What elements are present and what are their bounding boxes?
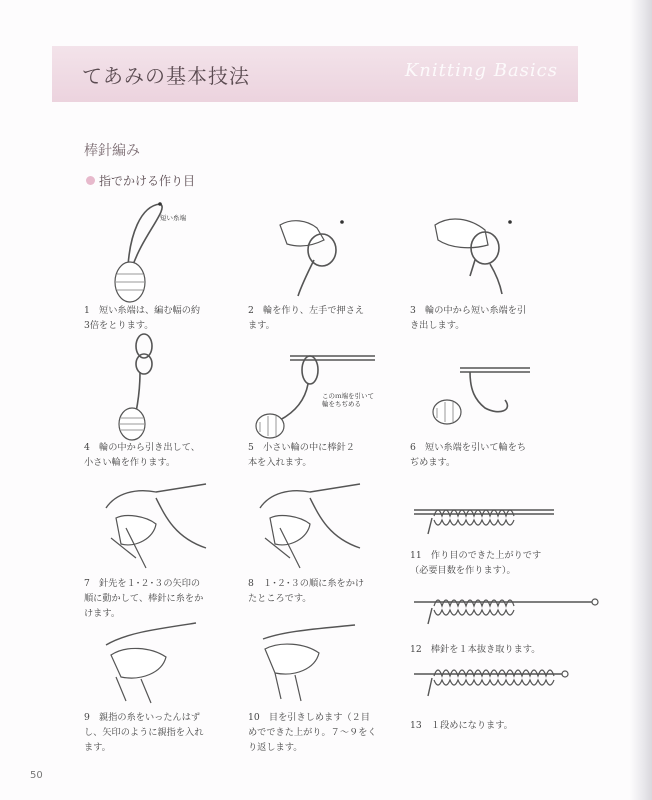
hand-thumb-icon	[96, 615, 206, 705]
step-number: 13	[410, 720, 422, 731]
step-number: 6	[410, 442, 416, 453]
step-number: 1	[84, 305, 90, 316]
step-text: １段めになります。	[430, 720, 513, 731]
step-text: 作り目のできた上がりです	[430, 550, 542, 561]
step-number: 12	[410, 644, 422, 655]
step-text: 針先を１･２･３の矢印の	[99, 578, 201, 589]
step-text: （必要目数を作ります）。	[410, 565, 516, 576]
step-text: 短い糸端を引いて輪をち	[425, 442, 527, 453]
step-number: 11	[410, 550, 422, 561]
note-line: 輪をちぢめる	[322, 400, 361, 408]
step-caption-10	[248, 710, 377, 755]
step-caption-1	[84, 303, 200, 333]
page-subtitle: Knitting Basics	[404, 60, 558, 81]
step-text: 短い糸端は、編む幅の約	[99, 305, 201, 316]
step-illustration-1	[100, 196, 220, 306]
step-text: 本を入れます。	[248, 457, 312, 468]
single-needle-row-icon	[414, 592, 604, 632]
hand-needles-icon	[96, 478, 216, 573]
hand-needles-icon	[250, 478, 370, 573]
step-number: 7	[84, 578, 90, 589]
step-number: 4	[84, 442, 90, 453]
note-line: このｍ端を引いて	[322, 392, 374, 400]
step-number: 3	[410, 305, 416, 316]
shrink-note	[322, 392, 374, 408]
step-text: 輪の中から引き出して、	[99, 442, 200, 453]
step-text: たところです。	[248, 593, 312, 604]
step-text: １･２･３の順に糸をかけ	[263, 578, 365, 589]
step-text: き出します。	[410, 320, 465, 331]
step-caption-12	[410, 642, 540, 657]
bullet-icon	[86, 176, 95, 185]
step-illustration-2	[272, 210, 352, 300]
hand-tighten-icon	[255, 615, 365, 705]
step-illustration-6	[425, 360, 535, 435]
step-text: り返します。	[248, 742, 303, 753]
book-spine-shadow	[630, 0, 652, 800]
cast-on-row-icon	[414, 500, 564, 540]
step-illustration-11	[414, 500, 564, 540]
step-text: 輪を作り、左手で押さえ	[263, 305, 365, 316]
step-number: 5	[248, 442, 254, 453]
step-number: 8	[248, 578, 254, 589]
step-illustration-10	[255, 615, 365, 705]
hand-loop-icon	[272, 210, 352, 300]
step-caption-3	[410, 303, 526, 333]
step-text: 順に動かして、棒針に糸をか	[84, 593, 204, 604]
subsection-title	[86, 172, 195, 189]
yarn-ball-icon	[100, 196, 220, 306]
subsection-label: 指でかける作り目	[99, 174, 196, 188]
step-text: ぢめます。	[410, 457, 456, 468]
step-caption-9	[84, 710, 203, 755]
step-text: 輪の中から短い糸端を引	[425, 305, 527, 316]
step-text: 目を引きしめます（２目	[268, 712, 370, 723]
header-banner	[52, 46, 578, 102]
step-text: 棒針を１本抜き取ります。	[430, 644, 541, 655]
hand-pull-icon	[430, 210, 520, 300]
step-illustration-7	[96, 478, 216, 573]
step-text: けます。	[84, 608, 121, 619]
step-number: 2	[248, 305, 254, 316]
step-text: 小さい輪の中に棒針２	[263, 442, 355, 453]
step-text: めでできた上がり。７～９をく	[248, 727, 377, 738]
step-text: 3倍をとります。	[84, 320, 154, 331]
step-number: 10	[248, 712, 260, 723]
step-illustration-13	[414, 662, 574, 702]
page-number: 50	[30, 770, 43, 781]
short-end-label: 短い糸端	[160, 214, 186, 222]
step-illustration-9	[96, 615, 206, 705]
step-text: し、矢印のように親指を入れ	[84, 727, 204, 738]
step-text: ます。	[248, 320, 275, 331]
step-caption-8	[248, 576, 364, 606]
step-illustration-5	[250, 350, 380, 445]
step-caption-4	[84, 440, 200, 470]
needles-tight-icon	[425, 360, 535, 435]
page-title: てあみの基本技法	[82, 64, 250, 88]
yarn-loop-icon	[110, 332, 180, 442]
step-caption-13	[410, 718, 513, 733]
step-text: ます。	[84, 742, 111, 753]
step-illustration-8	[250, 478, 370, 573]
step-caption-11	[410, 548, 541, 578]
step-illustration-4	[110, 332, 180, 442]
step-caption-5	[248, 440, 355, 470]
step-illustration-3	[430, 210, 520, 300]
step-text: 親指の糸をいったんはず	[99, 712, 201, 723]
step-caption-6	[410, 440, 526, 470]
step-illustration-12	[414, 592, 604, 632]
step-caption-2	[248, 303, 364, 333]
section-title: 棒針編み	[84, 143, 140, 159]
step-number: 9	[84, 712, 90, 723]
first-row-icon	[414, 662, 574, 702]
step-text: 小さい輪を作ります。	[84, 457, 176, 468]
